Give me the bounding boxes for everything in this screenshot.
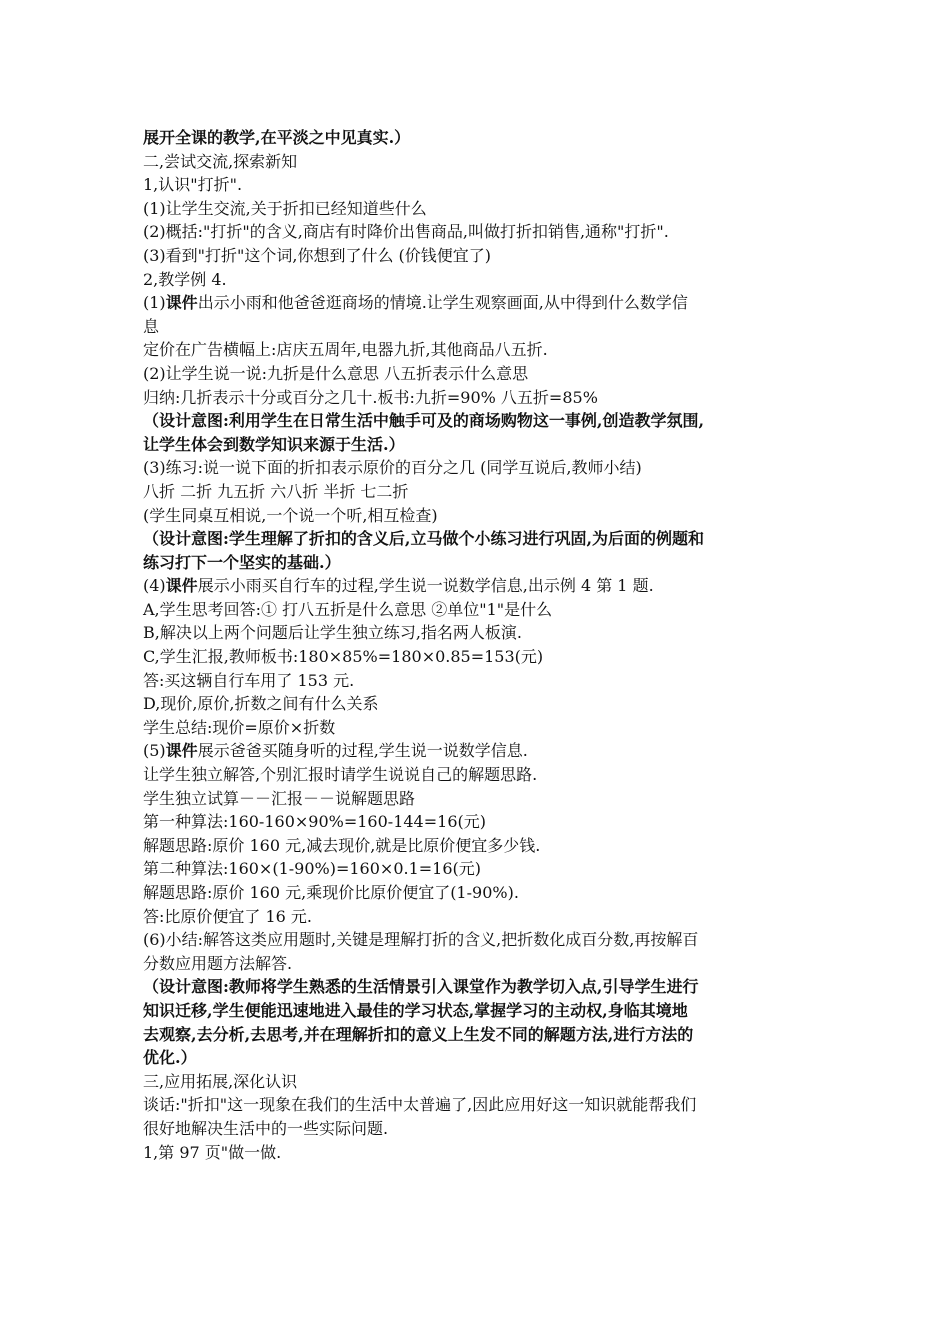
- text-line: (1)让学生交流,关于折扣已经知道些什么: [143, 198, 427, 218]
- design-intent-note: 优化.）: [143, 1048, 197, 1068]
- text-line: [143, 739, 815, 763]
- line-text: 展示爸爸买随身听的过程,学生说一说数学信息.: [197, 741, 528, 761]
- design-intent-note: 让学生体会到数学知识来源于生活.）: [143, 434, 405, 454]
- text-line: B,解决以上两个问题后让学生独立练习,指名两人板演.: [143, 623, 523, 643]
- text-line: 分数应用题方法解答.: [143, 953, 293, 973]
- text-line: 第二种算法:160×(1-90%)=160×0.1=16(元): [143, 859, 482, 879]
- item-number: (4): [143, 576, 166, 596]
- design-intent-note: 知识迁移,学生便能迅速地进入最佳的学习状态,掌握学习的主动权,身临其境地: [143, 1000, 688, 1020]
- design-intent-note: （设计意图:教师将学生熟悉的生活情景引入课堂作为教学切入点,引导学生进行: [143, 977, 699, 997]
- text-line: 第一种算法:160-160×90%=160-144=16(元): [143, 812, 486, 832]
- item-number: (5): [143, 741, 166, 761]
- item-number: (1): [143, 293, 166, 313]
- subsection-heading: 1,认识"打折".: [143, 175, 243, 195]
- text-line: 八折 二折 九五折 六八折 半折 七二折: [143, 481, 409, 501]
- design-intent-note: （设计意图:利用学生在日常生活中触手可及的商场购物这一事例,创造教学氛围,: [143, 411, 705, 431]
- text-line: 学生总结:现价=原价×折数: [143, 717, 336, 737]
- text-line: 学生独立试算－－汇报－－说解题思路: [143, 788, 416, 808]
- text-line: (3)看到"打折"这个词,你想到了什么 (价钱便宜了): [143, 245, 492, 265]
- text-line: 答:比原价便宜了 16 元.: [143, 906, 313, 926]
- text-line: 答:买这辆自行车用了 153 元.: [143, 670, 355, 690]
- line-text: 展示小雨买自行车的过程,学生说一说数学信息,出示例 4 第 1 题.: [197, 576, 654, 596]
- text-line: 解题思路:原价 160 元,乘现价比原价便宜了(1-90%).: [143, 883, 519, 902]
- text-line: D,现价,原价,折数之间有什么关系: [143, 694, 379, 714]
- text-line: (学生同桌互相说,一个说一个听,相互检查): [143, 505, 438, 525]
- design-intent-note: （设计意图:学生理解了折扣的含义后,立马做个小练习进行巩固,为后面的例题和: [143, 529, 705, 549]
- document-page: [143, 126, 815, 1164]
- design-intent-note: 练习打下一个坚实的基础.）: [143, 552, 341, 572]
- text-line: [143, 574, 815, 598]
- text-line: C,学生汇报,教师板书:180×85%=180×0.85=153(元): [143, 647, 544, 667]
- design-intent-note: 去观察,去分析,去思考,并在理解折扣的意义上生发不同的解题方法,进行方法的: [143, 1024, 694, 1044]
- text-line: (2)让学生说一说:九折是什么意思 八五折表示什么意思: [143, 363, 529, 383]
- keyword-courseware: 课件: [165, 293, 198, 313]
- text-line: 定价在广告横幅上:店庆五周年,电器九折,其他商品八五折.: [143, 340, 548, 360]
- text-line: 很好地解决生活中的一些实际问题.: [143, 1118, 389, 1138]
- keyword-courseware: 课件: [165, 576, 198, 596]
- text-line: 归纳:几折表示十分或百分之几十.板书:九折=90% 八五折=85%: [143, 387, 598, 407]
- text-line: 息: [143, 316, 160, 336]
- line-text: 出示小雨和他爸爸逛商场的情境.让学生观察画面,从中得到什么数学信: [197, 293, 688, 313]
- text-line: 解题思路:原价 160 元,减去现价,就是比原价便宜多少钱.: [143, 835, 541, 855]
- section-heading: 三,应用拓展,深化认识: [143, 1071, 298, 1091]
- text-line: 1,第 97 页"做一做.: [143, 1142, 282, 1162]
- text-line: [143, 291, 815, 315]
- text-line: (3)练习:说一说下面的折扣表示原价的百分之几 (同学互说后,教师小结): [143, 458, 642, 478]
- text-line: 让学生独立解答,个别汇报时请学生说说自己的解题思路.: [143, 765, 538, 785]
- section-heading: 二,尝试交流,探索新知: [143, 151, 298, 171]
- keyword-courseware: 课件: [165, 741, 198, 761]
- text-line: (2)概括:"打折"的含义,商店有时降价出售商品,叫做打折扣销售,通称"打折".: [143, 222, 669, 242]
- text-line-bold: 展开全课的教学,在平淡之中见真实.）: [143, 128, 411, 147]
- text-line: A,学生思考回答:① 打八五折是什么意思 ②单位"1"是什么: [143, 599, 553, 619]
- subsection-heading: 2,教学例 4.: [143, 269, 227, 289]
- text-line: (6)小结:解答这类应用题时,关键是理解打折的含义,把折数化成百分数,再按解百: [143, 930, 699, 950]
- text-line: 谈话:"折扣"这一现象在我们的生活中太普遍了,因此应用好这一知识就能帮我们: [143, 1095, 697, 1115]
